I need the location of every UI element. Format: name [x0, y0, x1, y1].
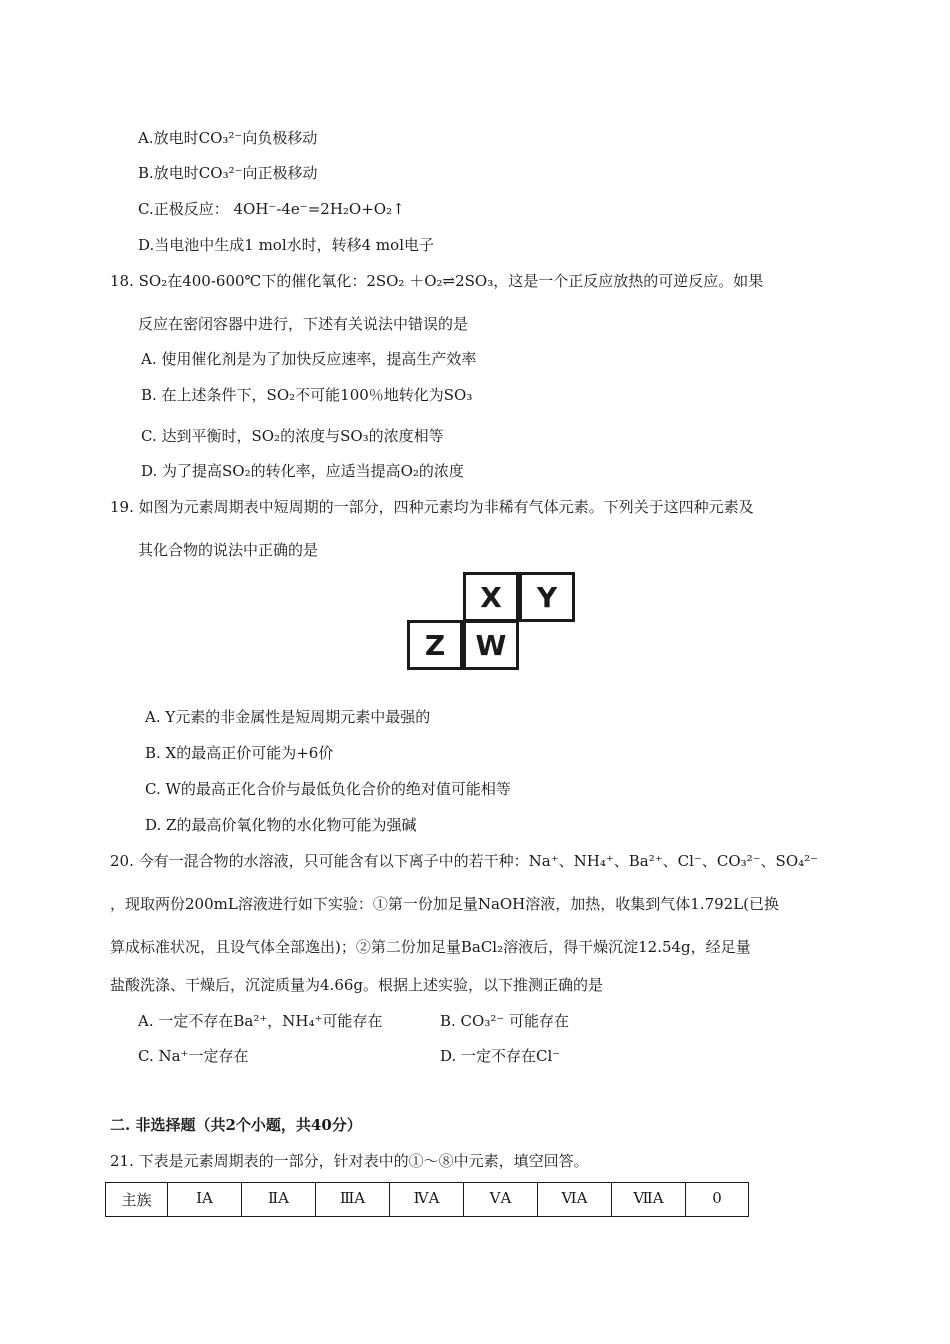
- periodic-fragment-diagram: [405, 572, 580, 674]
- cell-w: W: [463, 620, 519, 670]
- header-cell: 主族: [106, 1183, 168, 1217]
- header-cell: ⅦA: [612, 1183, 686, 1217]
- table-row: [106, 1183, 749, 1217]
- cell-y: Y: [519, 572, 575, 622]
- q20-stem-line1: 20. 今有一混合物的水溶液，只可能含有以下离子中的若干种：Na⁺、NH₄⁺、Ba²⁺、Cl⁻、CO₃²⁻、SO₄²⁻: [110, 852, 819, 870]
- q21-stem: 21. 下表是元素周期表的一部分，针对表中的①～⑧中元素，填空回答。: [110, 1152, 589, 1170]
- q18-option-d: D. 为了提高SO₂的转化率，应适当提高O₂的浓度: [141, 462, 464, 480]
- header-cell: ⅠA: [168, 1183, 242, 1217]
- q17-option-d: D.当电池中生成1 mol水时，转移4 mol电子: [138, 236, 434, 254]
- header-cell: 0: [686, 1183, 749, 1217]
- q20-option-a: A. 一定不存在Ba²⁺，NH₄⁺可能存在: [138, 1012, 383, 1030]
- q18-stem-line1: 18. SO₂在400-600℃下的催化氧化：2SO₂ ＋O₂⇌2SO₃，这是一个正反应放热的可逆反应。如果: [110, 272, 764, 290]
- q20-stem-line2: ，现取两份200mL溶液进行如下实验：①第一份加足量NaOH溶液，加热，收集到气体1.792L(已换: [110, 895, 780, 913]
- q20-option-c: C. Na⁺一定存在: [138, 1047, 249, 1065]
- q19-option-c: C. W的最高正化合价与最低负化合价的绝对值可能相等: [145, 780, 511, 798]
- q17-option-a: A.放电时CO₃²⁻向负极移动: [138, 129, 318, 147]
- q19-option-b: B. X的最高正价可能为+6价: [145, 744, 334, 762]
- q18-stem-line2: 反应在密闭容器中进行，下述有关说法中错误的是: [138, 315, 469, 333]
- q19-stem-line1: 19. 如图为元素周期表中短周期的一部分，四种元素均为非稀有气体元素。下列关于这四种元素及: [110, 498, 754, 516]
- q18-option-a: A. 使用催化剂是为了加快反应速率，提高生产效率: [141, 350, 477, 368]
- cell-x: X: [463, 572, 519, 622]
- periodic-table-header: [105, 1182, 749, 1217]
- q20-stem-line3: 算成标准状况，且设气体全部逸出)；②第二份加足量BaCl₂溶液后，得干燥沉淀12.54g，经足量: [110, 938, 751, 956]
- q17-option-b: B.放电时CO₃²⁻向正极移动: [138, 164, 318, 182]
- cell-z: Z: [407, 620, 463, 670]
- header-cell: ⅣA: [390, 1183, 464, 1217]
- section-2-title: 二. 非选择题（共2个小题，共40分）: [110, 1116, 362, 1134]
- q19-stem-line2: 其化合物的说法中正确的是: [138, 541, 319, 559]
- q19-option-a: A. Y元素的非金属性是短周期元素中最强的: [145, 708, 431, 726]
- q18-option-c: C. 达到平衡时，SO₂的浓度与SO₃的浓度相等: [141, 427, 444, 445]
- header-cell: ⅥA: [538, 1183, 612, 1217]
- q20-option-b: B. CO₃²⁻ 可能存在: [440, 1012, 570, 1030]
- q20-option-d: D. 一定不存在Cl⁻: [440, 1047, 561, 1065]
- q17-option-c: C.正极反应： 4OH⁻-4e⁻=2H₂O+O₂↑: [138, 200, 405, 218]
- header-cell: ⅡA: [242, 1183, 316, 1217]
- q20-stem-line4: 盐酸洗涤、干燥后，沉淀质量为4.66g。根据上述实验，以下推测正确的是: [110, 976, 604, 994]
- header-cell: ⅢA: [316, 1183, 390, 1217]
- q19-option-d: D. Z的最高价氧化物的水化物可能为强碱: [145, 816, 417, 834]
- q18-option-b: B. 在上述条件下，SO₂不可能100％地转化为SO₃: [141, 386, 473, 404]
- header-cell: ⅤA: [464, 1183, 538, 1217]
